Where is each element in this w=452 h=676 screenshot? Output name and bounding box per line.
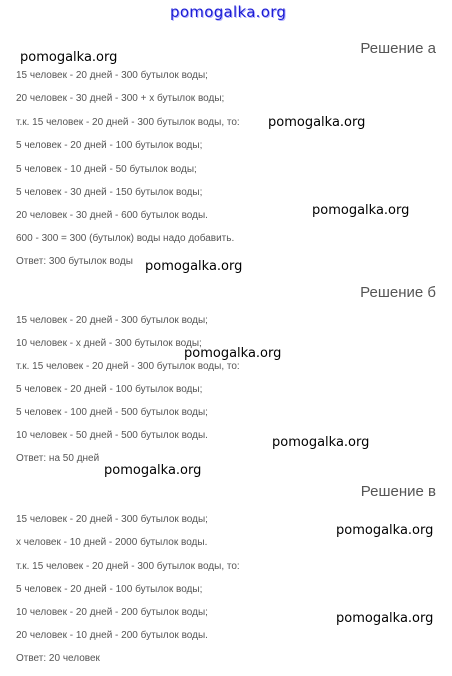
- watermark-top: pomogalka.org: [170, 3, 287, 21]
- watermark: pomogalka.org: [145, 259, 243, 274]
- watermark: pomogalka.org: [268, 115, 366, 130]
- solution-line: 15 человек - 20 дней - 300 бутылок воды;: [16, 70, 208, 81]
- solution-line: 20 человек - 30 дней - 300 + x бутылок воды;: [16, 93, 225, 104]
- solution-line: т.к. 15 человек - 20 дней - 300 бутылок воды, то:: [16, 117, 240, 128]
- watermark: pomogalka.org: [20, 50, 118, 65]
- solution-line: 10 человек - 50 дней - 500 бутылок воды.: [16, 430, 208, 441]
- solution-line: 20 человек - 10 дней - 200 бутылок воды.: [16, 630, 208, 641]
- solution-line: 10 человек - 20 дней - 200 бутылок воды;: [16, 607, 208, 618]
- solution-line: 5 человек - 20 дней - 100 бутылок воды;: [16, 140, 203, 151]
- solution-line: 5 человек - 20 дней - 100 бутылок воды;: [16, 584, 203, 595]
- answer-line: Ответ: на 50 дней: [16, 453, 100, 464]
- watermark: pomogalka.org: [184, 346, 282, 361]
- solution-line: 5 человек - 20 дней - 100 бутылок воды;: [16, 384, 203, 395]
- solution-line: 15 человек - 20 дней - 300 бутылок воды;: [16, 315, 208, 326]
- solution-line: т.к. 15 человек - 20 дней - 300 бутылок воды, то:: [16, 561, 240, 572]
- watermark: pomogalka.org: [336, 523, 434, 538]
- watermark: pomogalka.org: [104, 463, 202, 478]
- watermark: pomogalka.org: [272, 435, 370, 450]
- section-b-heading: Решение б: [360, 284, 436, 301]
- answer-line: Ответ: 300 бутылок воды: [16, 256, 133, 267]
- answer-line: Ответ: 20 человек: [16, 653, 100, 664]
- watermark: pomogalka.org: [312, 203, 410, 218]
- solution-line: 5 человек - 30 дней - 150 бутылок воды;: [16, 187, 203, 198]
- solution-line: т.к. 15 человек - 20 дней - 300 бутылок воды, то:: [16, 361, 240, 372]
- solution-line: 5 человек - 100 дней - 500 бутылок воды;: [16, 407, 208, 418]
- watermark: pomogalka.org: [336, 611, 434, 626]
- solution-line: 5 человек - 10 дней - 50 бутылок воды;: [16, 164, 197, 175]
- solution-line: 15 человек - 20 дней - 300 бутылок воды;: [16, 514, 208, 525]
- solution-line: 600 - 300 = 300 (бутылок) воды надо добавить.: [16, 233, 235, 244]
- section-c-heading: Решение в: [360, 483, 436, 500]
- solution-line: x человек - 10 дней - 2000 бутылок воды.: [16, 537, 208, 548]
- section-a-heading: Решение а: [360, 40, 436, 57]
- solution-line: 10 человек - x дней - 300 бутылок воды;: [16, 338, 202, 349]
- solution-line: 20 человек - 30 дней - 600 бутылок воды.: [16, 210, 208, 221]
